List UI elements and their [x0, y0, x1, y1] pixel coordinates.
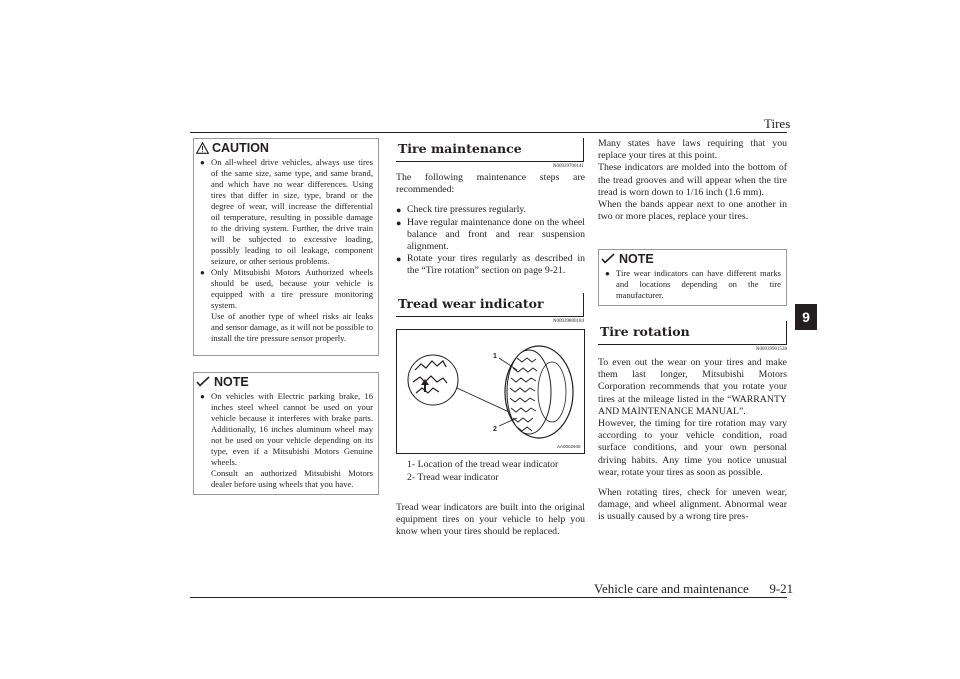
tread-wear-heading-text: Tread wear indicator — [398, 296, 544, 311]
right-para-2: These indicators are molded into the bottom of the tread grooves and will appear when the tire tread is worn down to 1/16 inch (1.6 mm). — [598, 162, 787, 198]
figure-code: AA0002940 — [557, 444, 581, 449]
callout-1: 1 — [493, 353, 497, 360]
tire-maintenance-heading — [396, 138, 584, 162]
tire-maintenance-intro: The following maintenance steps are recommended: — [396, 172, 585, 196]
chapter-tab: 9 — [795, 304, 817, 330]
tire-maintenance-heading-text: Tire maintenance — [398, 141, 522, 156]
caption-2: 2- Tread wear indicator — [407, 472, 499, 483]
tire-maintenance-code: N00939700141 — [552, 164, 584, 169]
caution-label: CAUTION — [212, 140, 269, 155]
tire-rotation-heading-text: Tire rotation — [600, 324, 690, 339]
note-left-item-1: ● On vehicles with Electric parking brake, 16 inches steel wheel cannot be used on your vehicle because it interferes with brake parts. Additionally, 16 inches aluminum wheel may not be used on your vehicle depending on its type, even if a Mitsubishi Motors Genuine wheels. — [200, 391, 373, 468]
footer-page-number: 9-21 — [769, 581, 794, 596]
right-column-text — [598, 138, 787, 223]
caution-item-1: ● On all-wheel drive vehicles, always use tires of the same size, same type, and same brand, and which have no wear differences. Using tires that differ in size, type, brand or the degree of wear, will increase the differential oil temperature, resulting in possible damage to the driving system. Further, the drive train will be subjected to excessive loading, possibly leading to oil leakage, component seizure, or other serious problems. — [200, 157, 373, 267]
right-para-1: Many states have laws requiring that you replace your tires at this point. — [598, 138, 787, 162]
maintenance-step-3: ● Rotate your tires regularly as described in the “Tire rotation” section on page 9-21. — [396, 253, 585, 277]
note-right-item-1: ● Tire wear indicators can have different marks and locations depending on the tire manufacturer. — [605, 268, 781, 301]
tire-maintenance-body — [396, 172, 585, 278]
caution-item-2-extra: Use of another type of wheel risks air leaks and sensor damage, as it will not be possible to install the tire pressure sensor properly. — [211, 311, 373, 343]
header-rule — [190, 132, 787, 133]
note-box-left — [193, 372, 379, 495]
caution-item-2: ● Only Mitsubishi Motors Authorized wheels should be used, because your vehicle is equipped with a tire pressure monitoring system. — [200, 267, 373, 311]
note-box-right — [598, 249, 787, 306]
tread-wear-code: N00939800184 — [552, 319, 584, 324]
page-footer — [594, 581, 793, 597]
caution-box — [193, 138, 379, 356]
tread-wear-heading — [396, 293, 584, 317]
pencil-check-icon — [601, 253, 616, 264]
caption-1: 1- Location of the tread wear indicator — [407, 459, 559, 470]
note-left-item-1-extra: Consult an authorized Mitsubishi Motors dealer before using wheels that you have. — [211, 468, 373, 489]
maintenance-step-2: ● Have regular maintenance done on the wheel balance and front and rear suspension alignment. — [396, 217, 585, 254]
tread-wear-paragraph: Tread wear indicators are built into the original equipment tires on your vehicle to help you know when your tires should be replaced. — [396, 502, 585, 538]
note-header-left — [194, 373, 378, 390]
tire-rotation-body — [598, 357, 787, 524]
note-label-right: NOTE — [619, 251, 654, 266]
footer-rule — [190, 597, 787, 598]
caution-header — [194, 139, 378, 156]
footer-section: Vehicle care and maintenance — [594, 581, 749, 596]
rotation-para-3: When rotating tires, check for uneven wear, damage, and wheel alignment. Abnormal wear is usually caused by a wrong tire pres- — [598, 487, 787, 523]
rotation-para-1: To even out the wear on your tires and make them last longer, Mitsubishi Motors Corporation recommends that you rotate your tires at the mileage listed in the “WARRANTY AND MAINTENANCE MANUAL”. — [598, 357, 787, 417]
tire-rotation-code: N00939901528 — [755, 347, 787, 352]
warning-triangle-icon — [196, 142, 209, 154]
note-header-right — [599, 250, 786, 267]
pencil-check-icon — [196, 376, 211, 387]
tire-rotation-heading — [598, 321, 787, 345]
callout-2: 2 — [493, 426, 497, 433]
tire-illustration — [397, 330, 584, 453]
maintenance-step-1: ● Check tire pressures regularly. — [396, 204, 585, 216]
right-para-3: When the bands appear next to one another in two or more places, replace your tires. — [598, 199, 787, 223]
rotation-para-2: However, the timing for tire rotation may vary according to your vehicle condition, road surface conditions, and your own personal driving habits. Any time you notice unusual wear, rotate your tires as soon as possible. — [598, 418, 787, 478]
tread-wear-figure — [396, 329, 585, 454]
page-header-title: Tires — [764, 116, 791, 131]
note-label-left: NOTE — [214, 374, 249, 389]
